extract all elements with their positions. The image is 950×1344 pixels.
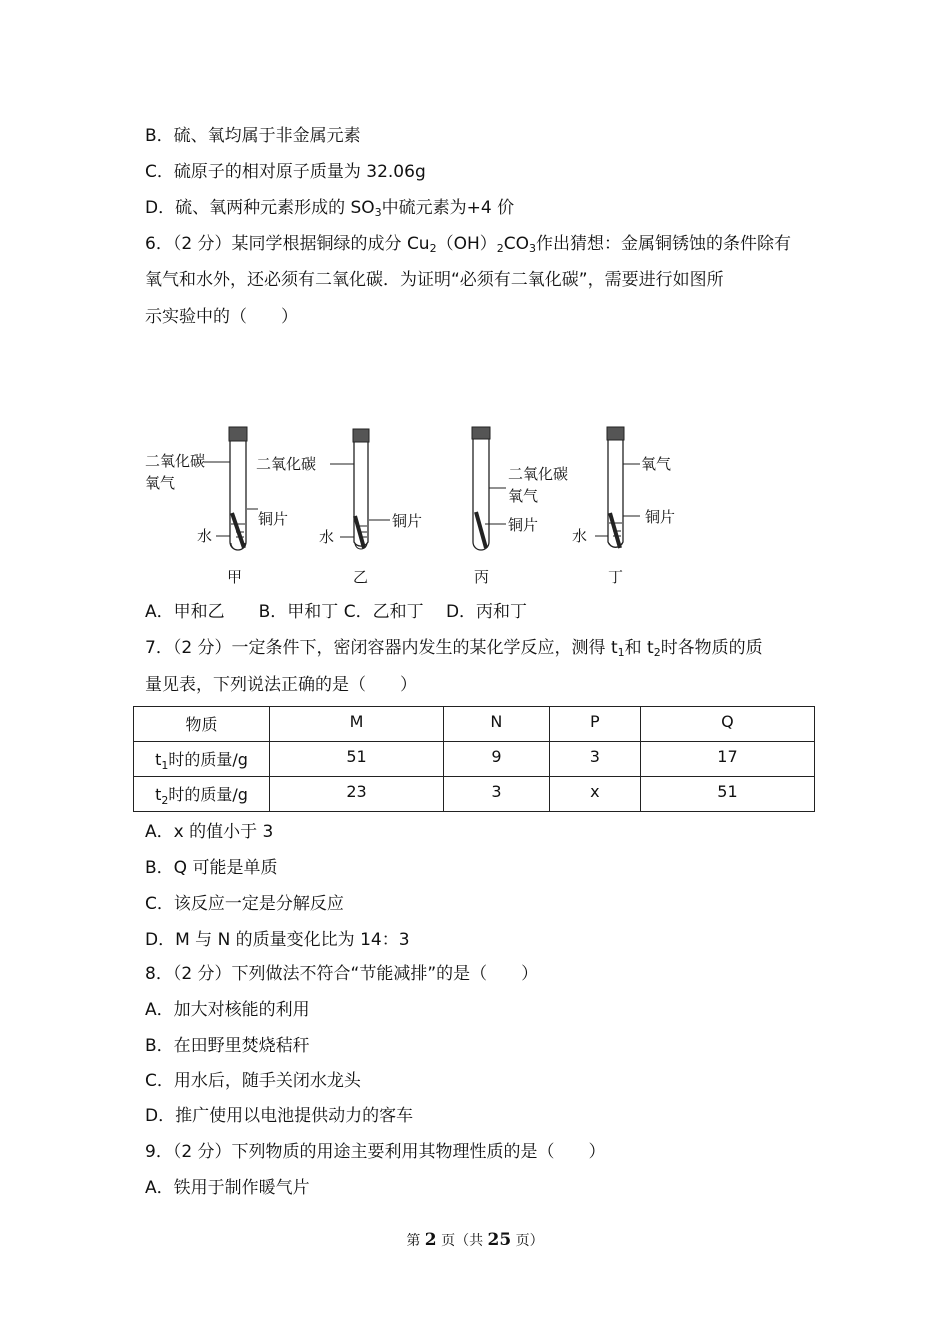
q6-stem-line3: 示实验中的（ ） xyxy=(145,307,298,327)
q5-option-c: C．硫原子的相对原子质量为 32.06g xyxy=(145,162,426,182)
table-cell: 23 xyxy=(270,777,444,812)
q7-stem-line1: 7．（2 分）一定条件下，密闭容器内发生的某化学反应，测得 $t_1$和 $t_2$时各物质的质 xyxy=(145,638,763,659)
tube-ding xyxy=(595,427,640,548)
tube-jia xyxy=(204,427,258,550)
q7-option-d: D．M 与 N 的质量变化比为 14：3 xyxy=(145,930,410,950)
table-row xyxy=(134,777,815,812)
q7-option-c: C．该反应一定是分解反应 xyxy=(145,894,344,914)
table-cell: 51 xyxy=(640,777,814,812)
label-o2-jia: 氧气 xyxy=(145,474,176,492)
label-water-ding: 水 xyxy=(572,527,588,545)
table-header-cell: N xyxy=(444,707,550,742)
label-copper-ding: 铜片 xyxy=(645,508,676,526)
tube-bing xyxy=(472,427,506,550)
table-row xyxy=(134,742,815,777)
table-cell: 3 xyxy=(549,742,640,777)
label-o2-bing: 氧气 xyxy=(508,487,539,505)
table-cell: 9 xyxy=(444,742,550,777)
row-label-t2: $t_2$时的质量/g xyxy=(134,777,270,812)
q9-option-a: A．铁用于制作暖气片 xyxy=(145,1178,310,1198)
table-cell: 51 xyxy=(270,742,444,777)
q9-stem: 9．（2 分）下列物质的用途主要利用其物理性质的是（ ） xyxy=(145,1142,606,1162)
table-header-cell: 物质 xyxy=(134,707,270,742)
tube-name-yi: 乙 xyxy=(353,568,369,586)
label-water-jia: 水 xyxy=(197,527,213,545)
label-copper-bing: 铜片 xyxy=(508,516,539,534)
table-header-cell: P xyxy=(549,707,640,742)
label-co2-yi: 二氧化碳 xyxy=(256,455,317,473)
tube-name-jia: 甲 xyxy=(227,568,243,586)
q5-option-b: B．硫、氧均属于非金属元素 xyxy=(145,126,361,146)
table-cell: 17 xyxy=(640,742,814,777)
label-o2-ding: 氧气 xyxy=(641,455,672,473)
label-copper-jia: 铜片 xyxy=(258,510,289,528)
table-header-row xyxy=(134,707,815,742)
row-label-t1: $t_1$时的质量/g xyxy=(134,742,270,777)
label-water-yi: 水 xyxy=(319,528,335,546)
q8-option-a: A．加大对核能的利用 xyxy=(145,1000,310,1020)
table-cell: 3 xyxy=(444,777,550,812)
table-header-cell: M xyxy=(270,707,444,742)
q8-option-d: D．推广使用以电池提供动力的客车 xyxy=(145,1106,414,1126)
tube-name-bing: 丙 xyxy=(474,568,490,586)
q5-option-d: D．硫、氧两种元素形成的 $SO_3$中硫元素为+4 价 xyxy=(145,198,515,219)
test-tube-figure xyxy=(140,420,700,590)
tube-name-ding: 丁 xyxy=(608,568,624,586)
q6-stem-line2: 氧气和水外，还必须有二氧化碳．为证明“必须有二氧化碳”，需要进行如图所 xyxy=(145,270,724,290)
table-cell: x xyxy=(549,777,640,812)
q7-stem-line2: 量见表，下列说法正确的是（ ） xyxy=(145,675,417,695)
q7-option-a: A．x 的值小于 3 xyxy=(145,822,274,842)
q8-stem: 8．（2 分）下列做法不符合“节能减排”的是（ ） xyxy=(145,964,539,984)
label-co2-bing: 二氧化碳 xyxy=(508,465,569,483)
mass-table xyxy=(133,706,815,812)
tube-yi xyxy=(330,429,390,549)
q7-option-b: B．Q 可能是单质 xyxy=(145,858,278,878)
table-header-cell: Q xyxy=(640,707,814,742)
q6-stem-line1: 6．（2 分）某同学根据铜绿的成分 $Cu_2(OH)_2CO_3$作出猜想：金属铜锈蚀的条件除有 xyxy=(145,234,792,255)
q6-options: A．甲和乙 B．甲和丁 C．乙和丁 D．丙和丁 xyxy=(145,602,528,622)
page-footer: 第 2 页（共 25 页） xyxy=(406,1230,544,1250)
label-co2-jia: 二氧化碳 xyxy=(145,452,206,470)
q8-option-c: C．用水后，随手关闭水龙头 xyxy=(145,1071,361,1091)
label-copper-yi: 铜片 xyxy=(392,512,423,530)
q8-option-b: B．在田野里焚烧秸秆 xyxy=(145,1036,310,1056)
